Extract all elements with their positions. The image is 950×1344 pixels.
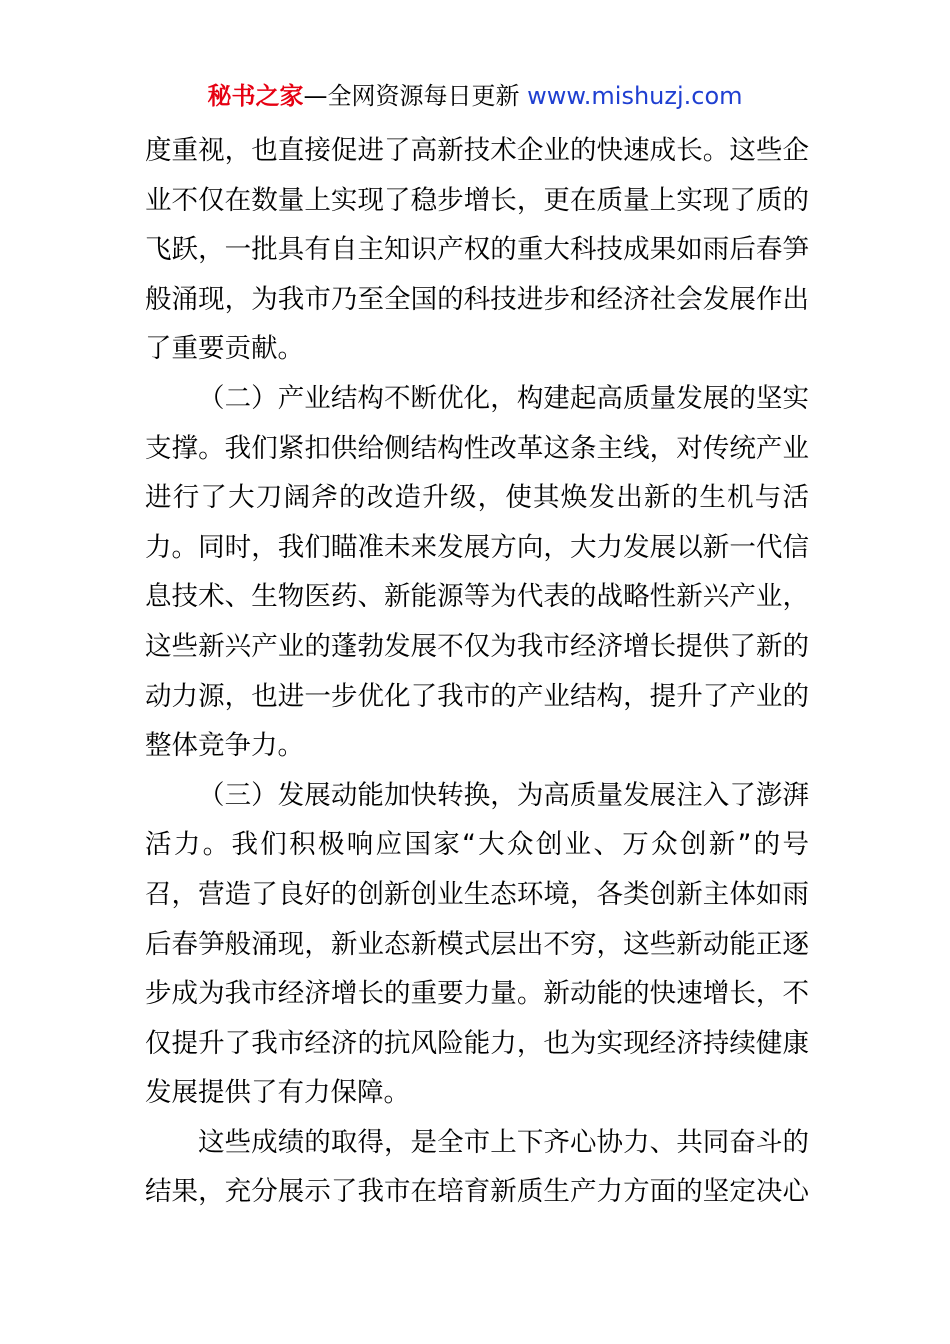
body-line: 支撑。我们紧扣供给侧结构性改革这条主线，对传统产业 [145,432,809,464]
brand-name: 秘书之家 [207,82,304,110]
body-line: 步成为我市经济增长的重要力量。新动能的快速增长，不 [145,978,809,1010]
body-line: 召，营造了良好的创新创业生态环境，各类创新主体如雨 [145,878,809,910]
site-url-link[interactable]: www.mishuzj.com [527,82,743,110]
body-line: 动力源，也进一步优化了我市的产业结构，提升了产业的 [145,680,809,712]
body-line: 发展提供了有力保障。 [145,1077,410,1109]
body-line: 后春笋般涌现，新业态新模式层出不穷，这些新动能正逐 [145,928,809,960]
body-line: 了重要贡献。 [145,333,304,365]
body-line: 这些新兴产业的蓬勃发展不仅为我市经济增长提供了新的 [145,630,809,662]
body-line: 息技术、生物医药、新能源等为代表的战略性新兴产业， [145,581,809,613]
section-heading-line: （三）发展动能加快转换，为高质量发展注入了澎湃 [198,779,809,811]
header-tagline: —全网资源每日更新 [303,82,528,110]
body-line: 活力。我们积极响应国家“大众创业、万众创新”的号 [145,829,809,861]
paragraph-start-line: 这些成绩的取得，是全市上下齐心协力、共同奋斗的 [198,1126,809,1158]
body-line: 整体竞争力。 [145,730,304,762]
body-line: 力。同时，我们瞄准未来发展方向，大力发展以新一代信 [145,531,809,563]
body-line: 仅提升了我市经济的抗风险能力，也为实现经济持续健康 [145,1027,809,1059]
document-body [145,126,809,1217]
body-line: 业不仅在数量上实现了稳步增长，更在质量上实现了质的 [145,184,809,216]
body-line: 度重视，也直接促进了高新技术企业的快速成长。这些企 [145,135,809,166]
body-line: 进行了大刀阔斧的改造升级，使其焕发出新的生机与活 [145,482,809,514]
body-line: 般涌现，为我市乃至全国的科技进步和经济社会发展作出 [145,283,809,315]
page-header [0,80,950,112]
body-line: 飞跃，一批具有自主知识产权的重大科技成果如雨后春笋 [145,234,809,266]
section-heading-line: （二）产业结构不断优化，构建起高质量发展的坚实 [198,382,809,414]
body-line: 结果，充分展示了我市在培育新质生产力方面的坚定决心 [145,1176,809,1208]
